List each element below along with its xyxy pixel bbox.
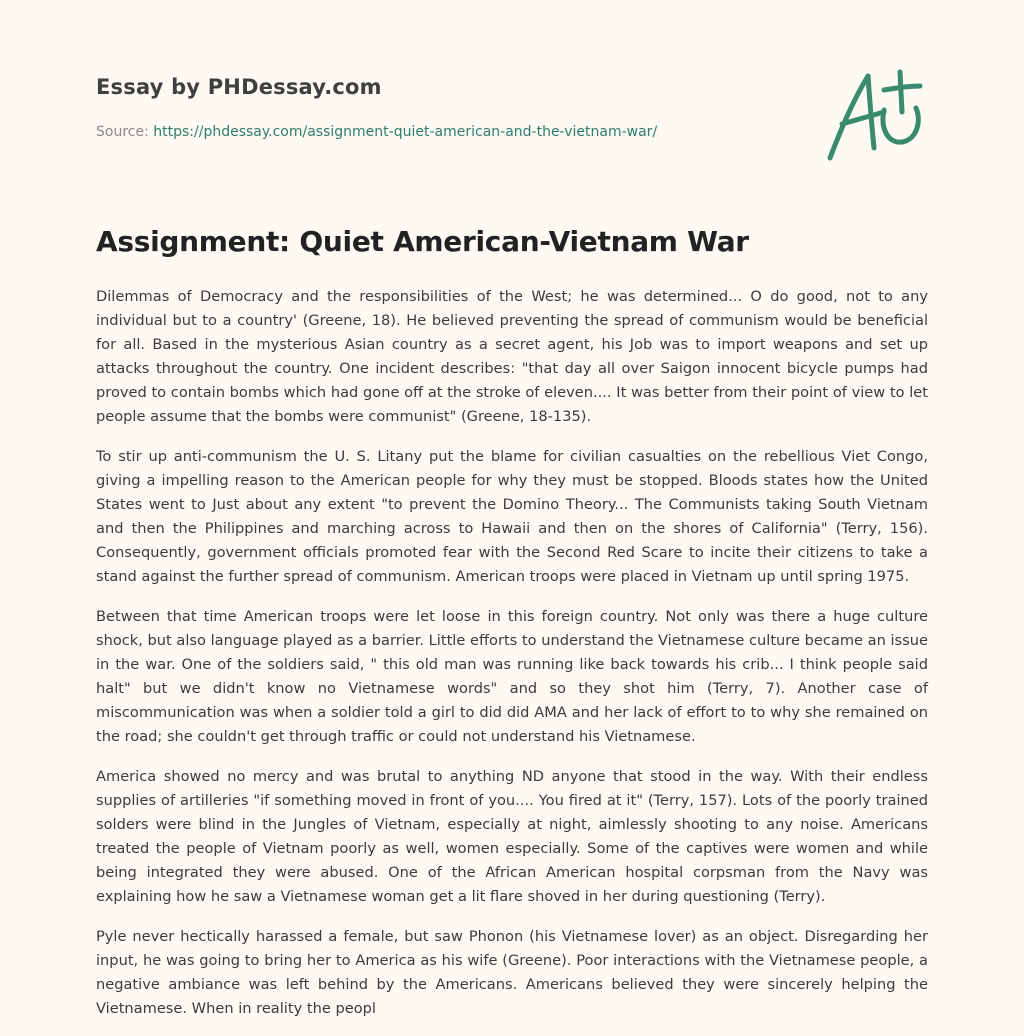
essay-paragraph: Dilemmas of Democracy and the responsibilities of the West; he was determined... O do good, not to any individual but to a country' (Greene, 18). He believed preventing the spread of communism would be beneficial for all. Based in the mysterious Asian country as a secret agent, his Job was to import weapons and set up attacks throughout the country. One incident describes: "that day all over Saigon innocent bicycle pumps had proved to contain bombs which had gone off at the stroke of eleven.... It was better from their point of view to let people assume that the bombs were communist" (Greene, 18-135). xyxy=(96,288,928,425)
essay-paragraph: Between that time American troops were let loose in this foreign country. Not only was there a huge culture shock, but also language played as a barrier. Little efforts to understand the Vietnamese culture became an issue in the war. One of the soldiers said, " this old man was running like back towards his crib... I think people said halt" but we didn't know no Vietnamese words" and so they shot him (Terry, 7). Another case of miscommunication was when a soldier told a girl to did did AMA and her lack of effort to to why she remained on the road; she couldn't get through traffic or could not understand his Vietnamese. xyxy=(96,608,928,745)
source-label: Source: xyxy=(96,124,149,140)
essay-paragraph: To stir up anti-communism the U. S. Litany put the blame for civilian casualties on the rebellious Viet Congo, giving a impelling reason to the American people for why they must be stopped. Bloods states how the United States went to Just about any extent "to prevent the Domino Theory... The Communists taking South Vietnam and then the Philippines and marching across to Hawaii and then on the shores of California" (Terry, 156). Consequently, government officials promoted fear with the Second Red Scare to incite their citizens to take a stand against the further spread of communism. American troops were placed in Vietnam up until spring 1975. xyxy=(96,448,928,585)
site-brand: Essay by PHDessay.com xyxy=(96,75,382,99)
source-line xyxy=(96,124,657,140)
essay-title: Assignment: Quiet American-Vietnam War xyxy=(96,225,749,258)
source-link[interactable]: https://phdessay.com/assignment-quiet-american-and-the-vietnam-war/ xyxy=(153,124,658,140)
essay-paragraph: America showed no mercy and was brutal to anything ND anyone that stood in the way. With their endless supplies of artilleries "if something moved in front of you.... You fired at it" (Terry, 157). Lots of the poorly trained solders were blind in the Jungles of Vietnam, especially at night, aimlessly shooting to any noise. Americans treated the people of Vietnam poorly as well, women especially. Some of the captives were women and while being integrated they were abused. One of the African American hospital corpsman from the Navy was explaining how he saw a Vietnamese woman get a lit flare shoved in her during questioning (Terry). xyxy=(96,768,928,905)
essay-paragraph: Pyle never hectically harassed a female, but saw Phonon (his Vietnamese lover) as an object. Disregarding her input, he was going to bring her to America as his wife (Greene). Poor interactions with the Vietnamese people, a negative ambiance was left behind by the Americans. Americans believed they were sincerely helping the Vietnamese. When in reality the peopl xyxy=(96,928,928,1017)
essay-body xyxy=(96,285,928,1036)
a-plus-icon xyxy=(822,66,928,166)
